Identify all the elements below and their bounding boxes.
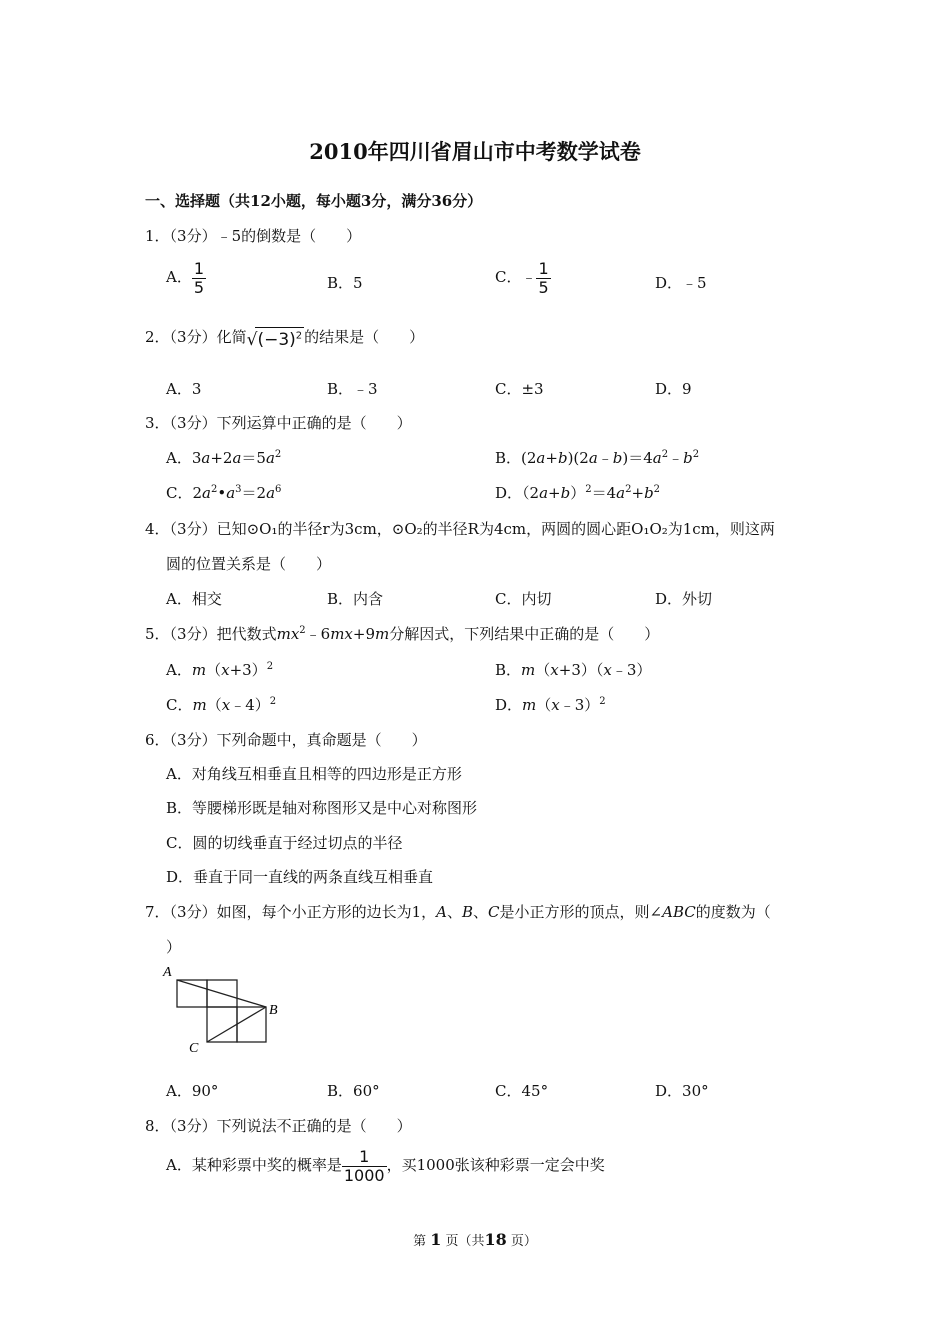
q6-option-d: D．垂直于同一直线的两条直线互相垂直 bbox=[166, 868, 434, 886]
q2-option-b: B．﹣3 bbox=[327, 380, 378, 398]
point-c-label: C bbox=[189, 1041, 199, 1056]
q3-option-b: B．$(2a+b)(2a﹣b)=4a^2﹣b^2$ bbox=[495, 449, 700, 467]
q4-option-c: C．内切 bbox=[495, 590, 552, 608]
q5-option-d: D．m（x﹣3）$^2$ bbox=[495, 696, 606, 714]
q2-option-c: C．±3 bbox=[495, 380, 544, 398]
fraction: $\frac{1}{5}$ bbox=[538, 259, 549, 297]
question-6-stem: 6．（3分）下列命题中，真命题是（ ） bbox=[145, 731, 427, 749]
q5-option-a: A．$m(x+3)^2$ bbox=[166, 661, 274, 679]
q7-option-c: C．45° bbox=[495, 1082, 549, 1100]
segment-ab bbox=[177, 980, 266, 1007]
q4-option-b: B．内含 bbox=[327, 590, 384, 608]
question-2-stem: 2．（3分）化简$√(-3)^2$ 的结果是（ ） bbox=[145, 328, 425, 350]
q1-option-c: C．﹣ $\frac{1}{5}$ bbox=[495, 259, 549, 297]
q3-option-a: A．$3a+2a=5a^2$ bbox=[166, 449, 282, 467]
q7-option-b: B．60° bbox=[327, 1082, 380, 1100]
page-footer: 第 1 页（共18 页） bbox=[413, 1230, 537, 1249]
q2-option-a: A．3 bbox=[166, 380, 202, 398]
question-4-line-1: 4．（3分）已知⊙O₁的半径r为3cm，⊙O₂的半径R为4cm，两圆的圆心距O₁O₂为1cm，则这两 bbox=[145, 520, 775, 538]
fraction: $\frac{1}{5}$ bbox=[193, 259, 205, 297]
point-b-label: B bbox=[269, 1003, 278, 1018]
question-3-stem: 3．（3分）下列运算中正确的是（ ） bbox=[145, 414, 412, 432]
q6-option-a: A．对角线互相垂直且相等的四边形是正方形 bbox=[166, 765, 462, 783]
sqrt-expression: $√(-3)^2$ bbox=[247, 327, 305, 350]
q1-option-a: A． $\frac{1}{5}$ bbox=[166, 259, 205, 297]
question-8-stem: 8．（3分）下列说法不正确的是（ ） bbox=[145, 1117, 412, 1135]
q6-option-c: C．圆的切线垂直于经过切点的半径 bbox=[166, 834, 403, 852]
question-1-stem: 1．（3分）﹣5的倒数是（ ） bbox=[145, 227, 362, 245]
question-4-line-2: 圆的位置关系是（ ） bbox=[166, 555, 332, 573]
q1-option-d: D．﹣5 bbox=[655, 274, 707, 292]
q6-option-b: B．等腰梯形既是轴对称图形又是中心对称图形 bbox=[166, 799, 478, 817]
q2-option-d: D．9 bbox=[655, 380, 692, 398]
grid-square bbox=[237, 1007, 266, 1042]
q3-option-d: D．$(2a+b)^2=4a^2+b^2$ bbox=[495, 484, 661, 502]
q1-option-b: B．5 bbox=[327, 274, 363, 292]
q7-option-a: A．90° bbox=[166, 1082, 219, 1100]
question-5-stem: 5．（3分）把代数式$mx^2﹣6mx+9m$分解因式，下列结果中正确的是（ ） bbox=[145, 625, 660, 643]
q4-option-a: A．相交 bbox=[166, 590, 222, 608]
question-7-line-2: ） bbox=[166, 938, 182, 956]
q5-option-b: B．m（x+3）（x﹣3） bbox=[495, 661, 652, 679]
grid-square bbox=[207, 1007, 237, 1042]
section-heading: 一、选择题（共12小题，每小题3分，满分36分） bbox=[145, 192, 483, 210]
grid-figure bbox=[160, 962, 285, 1057]
point-a-label: A bbox=[163, 965, 172, 980]
q5-option-c: C．m（x﹣4）$^2$ bbox=[166, 696, 277, 714]
q8-option-a: A．某种彩票中奖的概率是 $\frac{1}{1000}$ ，买1000张该种彩票一定会中奖 bbox=[166, 1147, 605, 1185]
q7-option-d: D．30° bbox=[655, 1082, 709, 1100]
q3-option-c: C．$2a^2•a^3=2a^6$ bbox=[166, 484, 282, 502]
fraction: $\frac{1}{1000}$ bbox=[343, 1147, 385, 1185]
page-title: 2010年四川省眉山市中考数学试卷 bbox=[309, 139, 641, 164]
q4-option-d: D．外切 bbox=[655, 590, 713, 608]
question-7-line-1: 7．（3分）如图，每个小正方形的边长为1，A、B、C是小正方形的顶点，则∠ABC的度数为（ bbox=[145, 903, 771, 921]
